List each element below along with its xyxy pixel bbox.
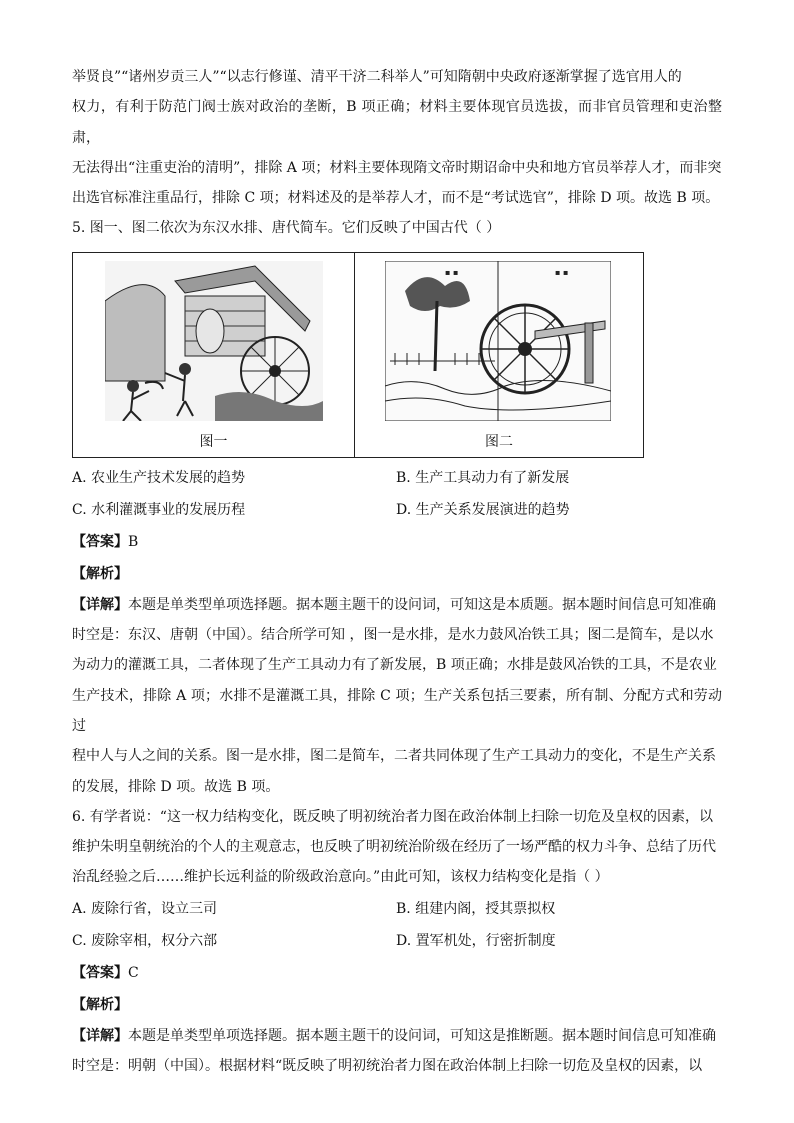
option-a[interactable]: A. 废除行省，设立三司: [72, 900, 218, 917]
answer-tag: 【答案】: [72, 964, 128, 981]
stem-line: 治乱经验之后……维护长远利益的阶级政治意向。”由此可知，该权力结构变化是指（ ）: [72, 869, 609, 886]
detail-line: 【详解】本题是单类型单项选择题。据本题主题干的设问词，可知这是推断题。据本题时间信息可知准确: [72, 1027, 716, 1044]
svg-text:▪ ▪: ▪ ▪: [445, 267, 459, 277]
figure-1-caption: 图一: [199, 433, 228, 450]
question-5-detail: [72, 590, 722, 802]
question-5-answer: [72, 526, 722, 558]
answer-value: C: [128, 964, 139, 981]
question-6-answer: [72, 957, 722, 989]
detail-tag: 【详解】: [72, 1027, 128, 1044]
detail-line: 生产技术，排除 A 项；水排不是灌溉工具，排除 C 项；生产关系包括三要素，所有制、分配方式和劳动过: [72, 687, 722, 734]
figure-1-cell: [73, 253, 355, 457]
svg-text:▪ ▪: ▪ ▪: [555, 267, 569, 277]
stem-line: 维护朱明皇朝统治的个人的主观意志，也反映了明初统治阶级在经历了一场严酷的权力斗争、总结了历代: [72, 839, 716, 856]
answer-value: B: [128, 533, 139, 550]
water-bellows-illustration: [105, 261, 323, 421]
option-d[interactable]: D. 生产关系发展演进的趋势: [396, 501, 570, 518]
question-5-options: [72, 462, 722, 526]
question-6-detail: [72, 1021, 722, 1082]
option-b[interactable]: B. 组建内阁，授其票拟权: [396, 900, 556, 917]
detail-line: 为动力的灌溉工具，二者体现了生产工具动力有了新发展，B 项正确；水排是鼓风冶铁的工具，不是农业: [72, 657, 717, 674]
option-d[interactable]: D. 置军机处，行密折制度: [396, 932, 556, 949]
figure-2-caption: 图二: [485, 433, 513, 450]
detail-line: 时空是：明朝（中国）。根据材料“既反映了明初统治者力图在政治体制上扫除一切危及皇权的因素，以: [72, 1058, 703, 1075]
option-c[interactable]: C. 水利灌溉事业的发展历程: [72, 501, 246, 518]
figure-2-cell: [355, 253, 643, 457]
question-6-options: [72, 893, 722, 957]
option-b[interactable]: B. 生产工具动力有了新发展: [396, 469, 570, 486]
detail-line: 的发展，排除 D 项。故选 B 项。: [72, 778, 280, 795]
prev-explanation: [72, 62, 722, 213]
figure-table: [72, 252, 644, 458]
option-a[interactable]: A. 农业生产技术发展的趋势: [72, 469, 246, 486]
option-c[interactable]: C. 废除宰相，权分六部: [72, 932, 218, 949]
question-6-analysis-tag: 【解析】: [72, 996, 128, 1013]
question-5-analysis-tag: 【解析】: [72, 565, 128, 582]
detail-tag: 【详解】: [72, 596, 128, 613]
detail-line: 程中人与人之间的关系。图一是水排，图二是简车，二者共同体现了生产工具动力的变化，不是生产关系: [72, 748, 716, 765]
answer-tag: 【答案】: [72, 533, 128, 550]
text-line: 无法得出“注重吏治的清明”，排除 A 项；材料主要体现隋文帝时期诏命中央和地方官员举荐人才，而非突: [72, 159, 722, 176]
question-5-stem: 5. 图一、图二依次为东汉水排、唐代简车。它们反映了中国古代（ ）: [72, 220, 501, 237]
document-page: [72, 62, 722, 1081]
detail-line: 时空是：东汉、唐朝（中国）。结合所学可知 ，图一是水排，是水力鼓风冶铁工具；图二是简车，是以水: [72, 627, 714, 644]
text-line: 举贤良”“诸州岁贡三人”“以志行修谨、清平干济二科举人”可知隋朝中央政府逐渐掌握了选官用人的: [72, 69, 682, 85]
tube-waterwheel-illustration: [385, 261, 611, 421]
text-line: 权力，有利于防范门阀士族对政治的垄断，B 项正确；材料主要体现官员选拔，而非官员管理和吏治整肃，: [72, 99, 722, 146]
detail-line: 【详解】本题是单类型单项选择题。据本题主题干的设问词，可知这是本质题。据本题时间信息可知准确: [72, 596, 716, 613]
question-6-stem: [72, 802, 722, 893]
text-line: 出选官标准注重品行，排除 C 项；材料述及的是举荐人才，而不是“考试选官”，排除 D 项。故选 B 项。: [72, 190, 720, 207]
stem-line: 6. 有学者说：“这一权力结构变化，既反映了明初统治者力图在政治体制上扫除一切危及皇权的因素，以: [72, 808, 713, 825]
